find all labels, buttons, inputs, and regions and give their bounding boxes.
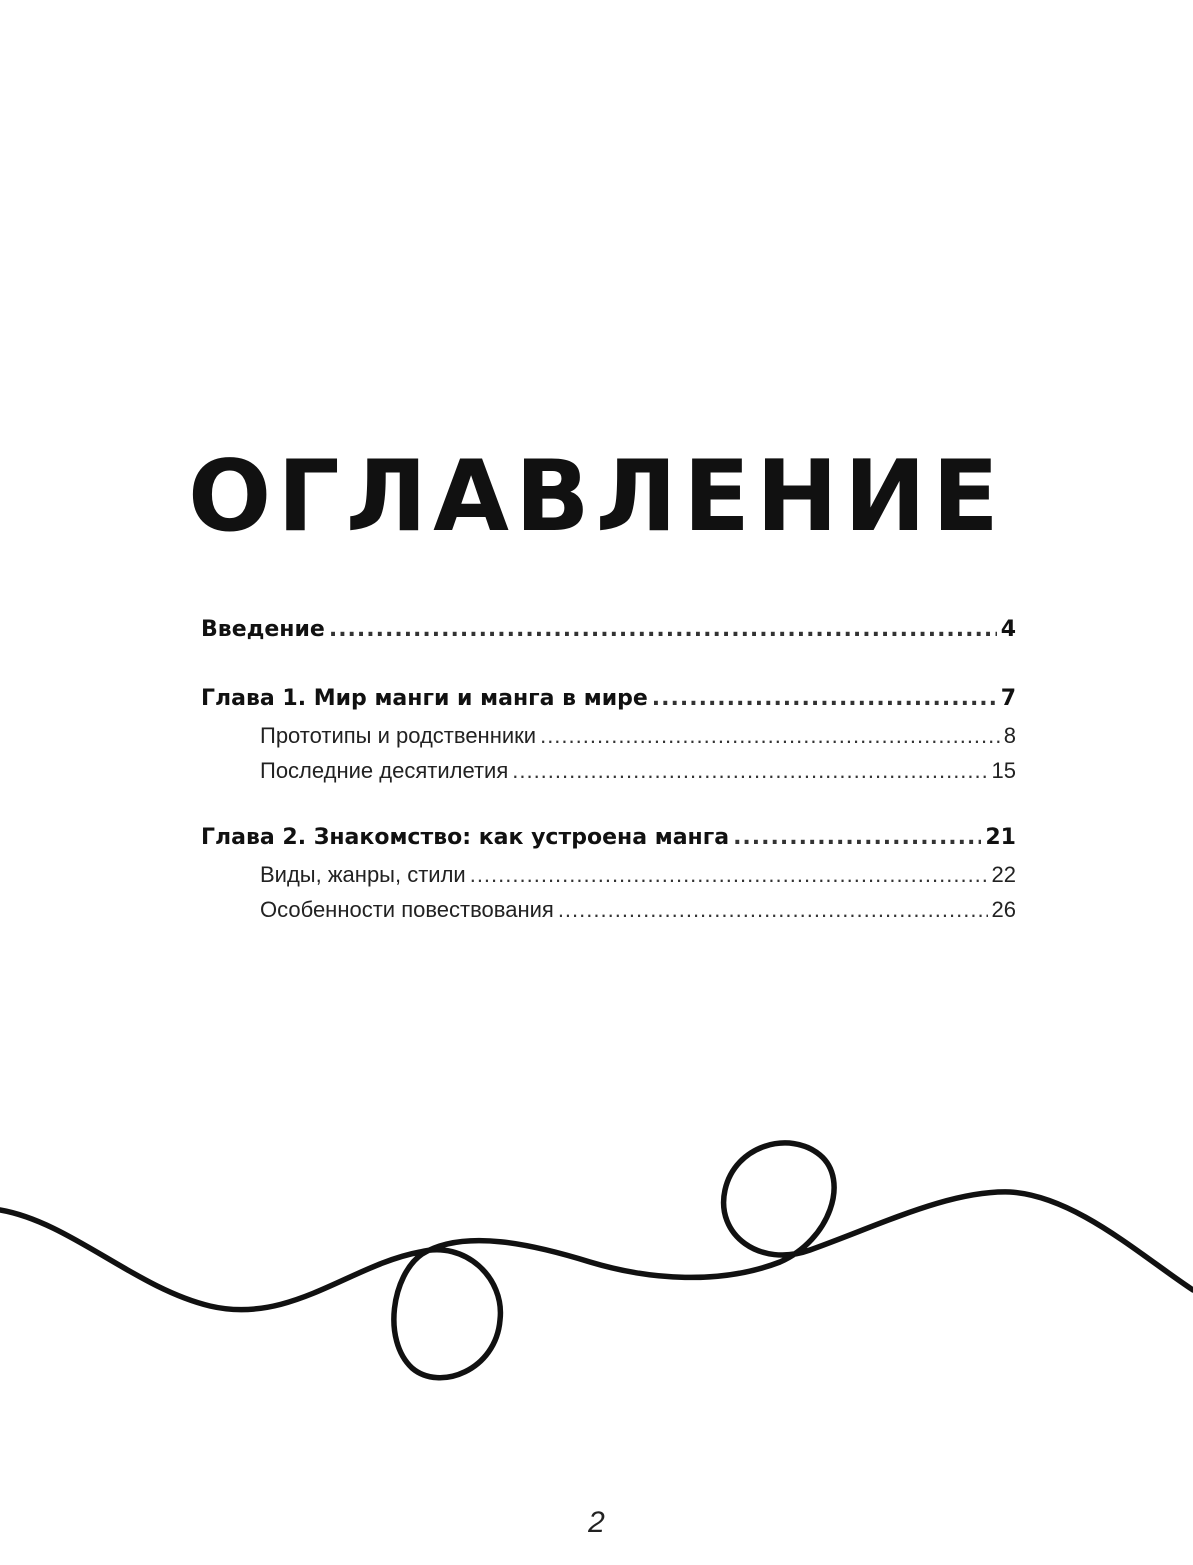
toc-entry-label: Глава 1. Мир манги и манга в мире (201, 686, 648, 711)
toc-entry-label: Глава 2. Знакомство: как устроена манга (201, 825, 730, 850)
toc-dot-leader (470, 857, 988, 892)
toc-dot-leader (329, 610, 997, 649)
toc-dot-leader (652, 679, 997, 718)
toc-entry-types-genres-styles[interactable] (201, 857, 1016, 892)
decorative-swirl-line (0, 1120, 1193, 1400)
toc-entry-page: 21 (985, 825, 1016, 850)
toc-dot-leader (558, 892, 988, 927)
toc-entry-page: 26 (991, 897, 1016, 922)
page-number: 2 (588, 1506, 605, 1539)
toc-entry-label: Виды, жанры, стили (260, 862, 466, 887)
toc-entry-page: 8 (1003, 723, 1016, 748)
page-title: ОГЛАВЛЕНИЕ (187, 440, 1005, 554)
toc-entry-label: Введение (201, 617, 325, 642)
toc-dot-leader (733, 818, 981, 857)
table-of-contents (201, 610, 1016, 927)
toc-entry-prototypes[interactable] (201, 718, 1016, 753)
toc-entry-label: Последние десятилетия (260, 758, 509, 783)
toc-entry-page: 4 (1000, 617, 1016, 642)
toc-entry-page: 22 (991, 862, 1016, 887)
toc-entry-label: Прототипы и родственники (260, 723, 537, 748)
toc-entry-recent-decades[interactable] (201, 753, 1016, 788)
toc-dot-leader (540, 718, 1000, 753)
toc-entry-page: 7 (1000, 686, 1016, 711)
toc-entry-chapter-2[interactable] (201, 818, 1016, 857)
toc-entry-chapter-1[interactable] (201, 679, 1016, 718)
toc-entry-introduction[interactable] (201, 610, 1016, 649)
toc-entry-page: 15 (991, 758, 1016, 783)
toc-entry-label: Особенности повествования (260, 897, 554, 922)
toc-entry-narrative-features[interactable] (201, 892, 1016, 927)
toc-dot-leader (512, 753, 987, 788)
